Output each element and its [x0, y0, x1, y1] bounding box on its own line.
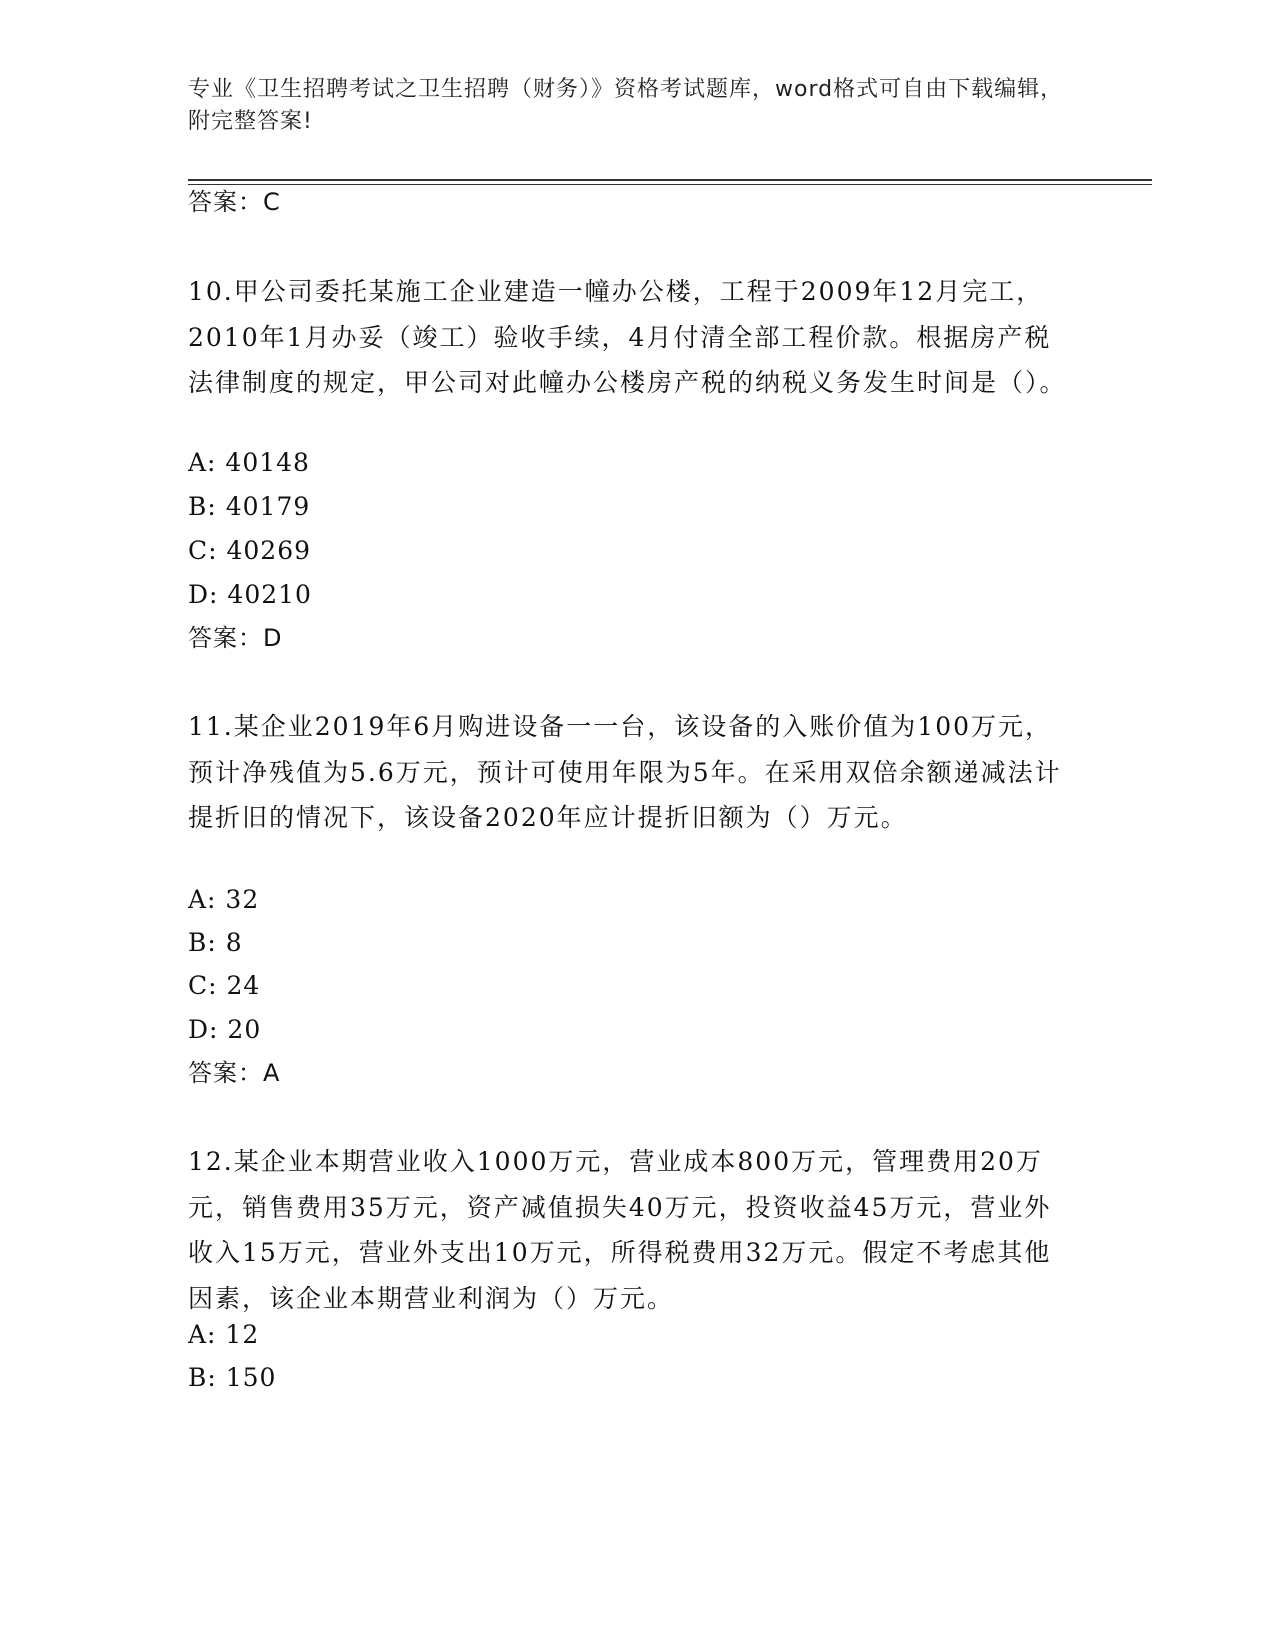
question-11-stem: 11.某企业2019年6月购进设备一一台，该设备的入账价值为100万元，预计净残值为5.6万元，预计可使用年限为5年。在采用双倍余额递减法计提折旧的情况下，该设备2020年应计提折旧额为（）万元。 — [188, 712, 1062, 832]
header-divider-thin — [188, 184, 1152, 185]
question-10-stem: 10.甲公司委托某施工企业建造一幢办公楼，工程于2009年12月完工，2010年1月办妥（竣工）验收手续，4月付清全部工程价款。根据房产税法律制度的规定，甲公司对此幢办公楼房产税的纳税义务发生时间是（）。 — [188, 277, 1067, 397]
header-divider — [188, 179, 1152, 181]
question-11-answer: 答案：A — [188, 1059, 281, 1087]
question-12-option-a: A: 12 — [188, 1320, 260, 1349]
question-10-option-d: D: 40210 — [188, 580, 312, 609]
question-10-option-a: A: 40148 — [188, 448, 310, 477]
question-10-option-b: B: 40179 — [188, 492, 311, 521]
question-10-answer: 答案：D — [188, 624, 283, 652]
page-header: 专业《卫生招聘考试之卫生招聘（财务）》资格考试题库，word格式可自由下载编辑，附完整答案! — [188, 77, 1064, 134]
question-11-option-a: A: 32 — [188, 885, 260, 914]
question-12-option-b: B: 150 — [188, 1363, 277, 1392]
question-10-option-c: C: 40269 — [188, 536, 312, 565]
question-11-option-d: D: 20 — [188, 1015, 262, 1044]
question-12-stem: 12.某企业本期营业收入1000万元，营业成本800万元，管理费用20万元，销售费用35万元，资产减值损失40万元，投资收益45万元，营业外收入15万元，营业外支出10万元，所得税费用32万元。假定不考虑其他因素，该企业本期营业利润为（）万元。 — [188, 1147, 1052, 1313]
previous-answer: 答案：C — [188, 188, 281, 216]
question-11-option-c: C: 24 — [188, 971, 261, 1000]
question-11-option-b: B: 8 — [188, 928, 243, 957]
